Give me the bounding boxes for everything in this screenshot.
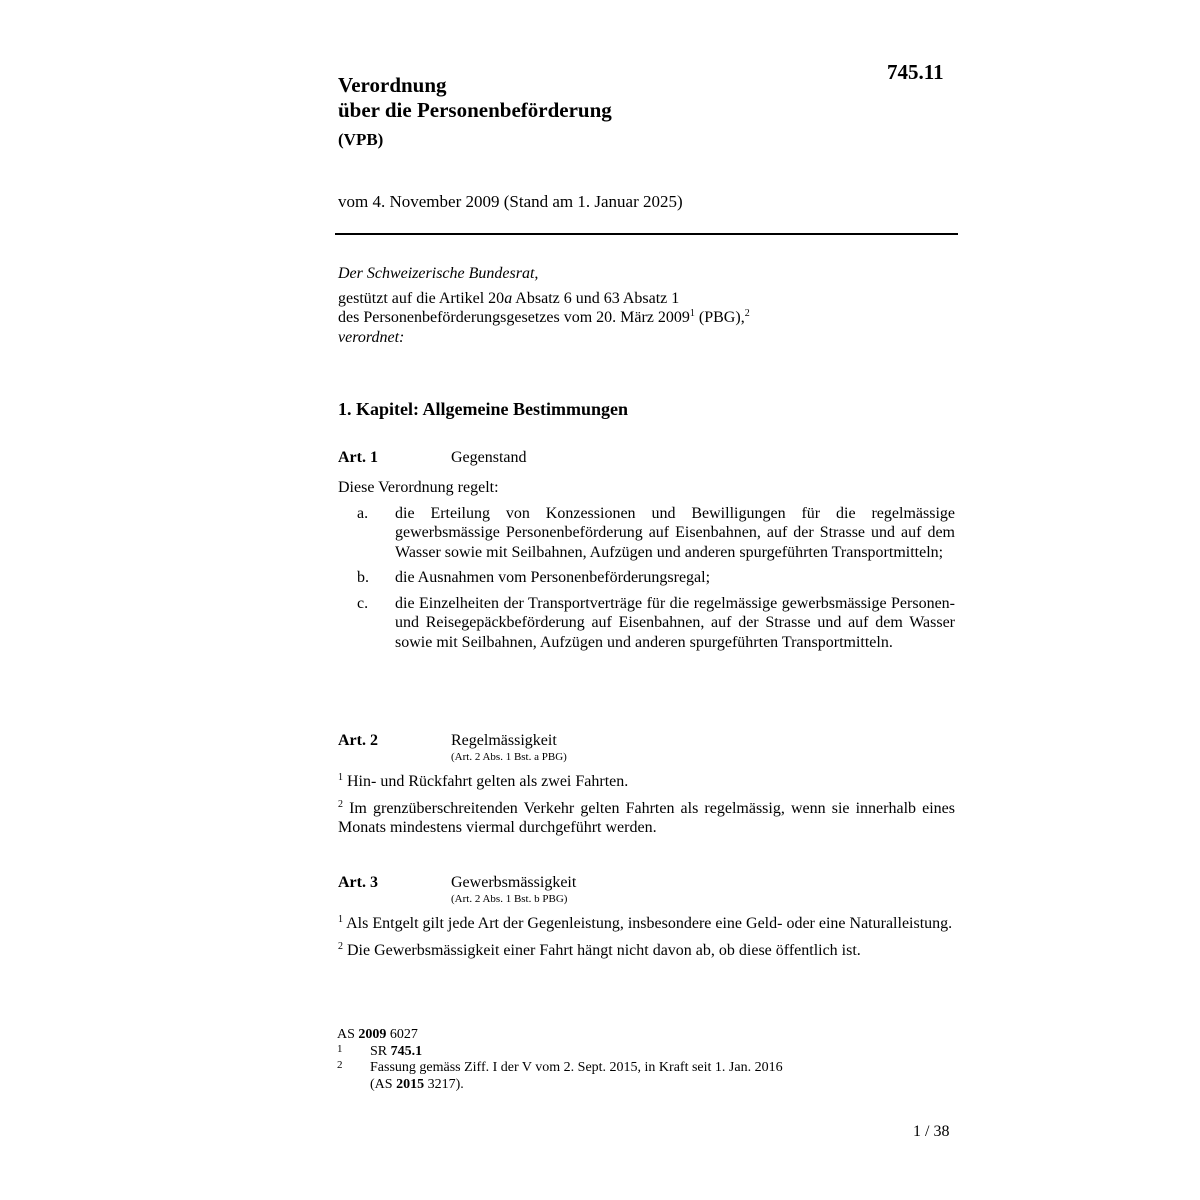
article-title: Regelmässigkeit: [451, 732, 557, 749]
preamble: [338, 264, 958, 347]
article-number: Art. 1: [338, 449, 378, 466]
document-title: [338, 73, 612, 123]
article-paragraph: $^2$ Im grenzüberschreitenden Verkehr gelten Fahrten als regelmässig, wenn sie innerhalb eines Monats mindestens viermal durchgeführt werden.: [338, 798, 955, 836]
article-heading: [338, 449, 958, 469]
list-item-text: die Erteilung von Konzessionen und Bewilligungen für die regelmässige gewerbsmässige Personenbeförderung auf Eisenbahnen, auf der Strasse und auf dem Wasser sowie mit Seilbahnen, Aufzügen und anderen spurgeführten Transportmitteln;: [395, 504, 955, 561]
list-item: [357, 594, 955, 653]
article-paragraph: $^1$ Als Entgelt gilt jede Art der Gegenleistung, insbesondere eine Geld- oder eine Naturalleistung.: [338, 914, 953, 932]
paragraph-number: 2: [338, 798, 343, 810]
article-reference: (Art. 2 Abs. 1 Bst. b PBG): [451, 893, 568, 905]
list-item-letter: a.: [357, 504, 369, 522]
footnote-ref-1[interactable]: 1: [689, 308, 695, 319]
list-item: [357, 568, 955, 588]
official-collection-ref: AS 2009 6027: [337, 1027, 418, 1042]
preamble-basis-line-2: des Personenbeförderungsgesetzes vom 20. März 2009$^1$ (PBG),$^2$: [338, 308, 750, 326]
article-number: Art. 2: [338, 732, 378, 749]
title-line-1: Verordnung: [338, 73, 447, 97]
title-abbreviation: (VPB): [338, 130, 384, 149]
title-line-2: über die Personenbeförderung: [338, 98, 612, 122]
page-number: 1 / 38: [913, 1123, 950, 1140]
list-item-text: die Einzelheiten der Transportverträge für die regelmässige gewerbsmässige Personen- und Reisegepäckbeförderung auf Eisenbahnen, auf der Strasse und auf dem Wasser sowie mit Seilbahnen, Aufzügen und anderen spurgeführten Transportmitteln.: [395, 594, 955, 651]
header-divider: [335, 233, 958, 235]
article-2: [338, 732, 958, 838]
footnote-2: 2 Fassung gemäss Ziff. I der V vom 2. Sept. 2015, in Kraft seit 1. Jan. 2016 (AS 2015 3217).: [337, 1059, 783, 1092]
article-paragraph: $^2$ Die Gewerbsmässigkeit einer Fahrt hängt nicht davon ab, ob diese öffentlich ist.: [338, 940, 861, 959]
article-title: Gewerbsmässigkeit: [451, 874, 577, 891]
article-list: [357, 504, 958, 653]
footnote-mark: 1: [337, 1042, 343, 1055]
paragraph-number: 1: [338, 772, 343, 783]
list-item-text: die Ausnahmen vom Personenbeförderungsregal;: [395, 569, 711, 586]
article-1: [338, 449, 958, 658]
article-intro: Diese Verordnung regelt:: [338, 479, 499, 496]
article-paragraph: $^1$ Hin- und Rückfahrt gelten als zwei Fahrten.: [338, 772, 629, 790]
article-3: [338, 874, 958, 960]
list-item-letter: b.: [357, 569, 369, 586]
list-item: [357, 504, 955, 563]
article-heading: [338, 874, 958, 894]
paragraph-number: 2: [338, 940, 343, 952]
article-reference: (Art. 2 Abs. 1 Bst. a PBG): [451, 751, 567, 763]
preamble-authority: Der Schweizerische Bundesrat,: [338, 265, 539, 282]
list-item-letter: c.: [357, 594, 369, 612]
footnote-1: 1 SR 745.1: [337, 1042, 423, 1059]
preamble-basis-line-1: gestützt auf die Artikel 20a Absatz 6 und 63 Absatz 1: [338, 289, 680, 307]
paragraph-number: 1: [338, 914, 343, 925]
footnotes: [337, 1027, 957, 1093]
chapter-heading: 1. Kapitel: Allgemeine Bestimmungen: [338, 399, 628, 419]
date-line: vom 4. November 2009 (Stand am 1. Januar 2025): [338, 192, 683, 211]
footnote-ref-2[interactable]: 2: [744, 308, 750, 319]
footnote-mark: 2: [337, 1059, 343, 1071]
article-heading: [338, 732, 958, 752]
sr-number: 745.11: [887, 60, 944, 84]
article-number: Art. 3: [338, 874, 378, 891]
article-title: Gegenstand: [451, 449, 527, 466]
preamble-decrees: verordnet:: [338, 328, 405, 346]
